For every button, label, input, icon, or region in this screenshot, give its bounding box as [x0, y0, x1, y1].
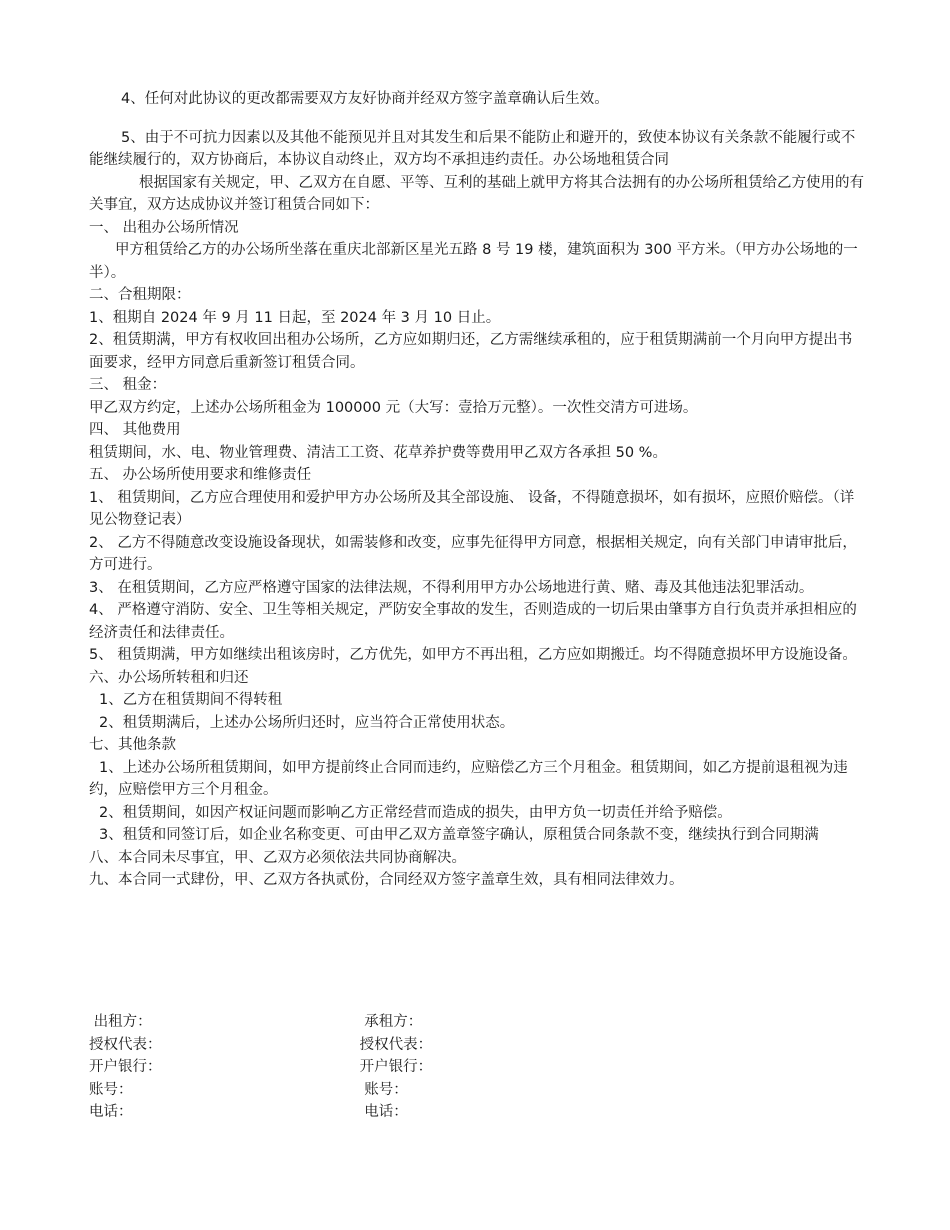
- section-1-title: 一、 出租办公场所情况: [89, 219, 239, 236]
- section-7-item-2: 2、租赁期间，如因产权证问题而影响乙方正常经营而造成的损失，由甲方负一切责任并给予赔偿。: [99, 804, 732, 821]
- lessee-rep-label: 授权代表：: [355, 1036, 433, 1053]
- contract-body: [89, 88, 864, 892]
- section-5-item-2: 2、 乙方不得随意改变设施设备现状，如需装修和改变，应事先征得甲方同意，根据相关规定，向有关部门申请审批后，方可进行。: [89, 534, 857, 573]
- lessee-phone-label: 电话：: [355, 1104, 408, 1120]
- section-6-item-1: 1、乙方在租赁期间不得转租: [99, 692, 283, 708]
- signature-row-account: [89, 1079, 864, 1102]
- lessor-rep-label: 授权代表：: [89, 1036, 162, 1053]
- lessor-account-label: 账号：: [89, 1081, 133, 1098]
- section-6-item-2: 2、租赁期满后，上述办公场所归还时，应当符合正常使用状态。: [99, 714, 515, 731]
- section-4-title: 四、 其他费用: [89, 422, 181, 438]
- section-6-title: 六、办公场所转租和归还: [89, 669, 249, 686]
- lessee-bank-label: 开户银行：: [355, 1059, 433, 1075]
- lessor-phone-label: 电话：: [89, 1104, 133, 1120]
- lessor-label: 出租方：: [89, 1014, 152, 1030]
- section-2-item-1: 1、租期自 2024 年 9 月 11 日起，至 2024 年 3 月 10 日止。: [89, 309, 501, 326]
- lessee-account-label: 账号：: [355, 1081, 408, 1098]
- section-5-item-4: 4、 严格遵守消防、安全、卫生等相关规定，严防安全事故的发生，否则造成的一切后果由肇事方自行负责并承担相应的经济责任和法律责任。: [89, 602, 857, 641]
- lessor-bank-label: 开户银行：: [89, 1059, 162, 1075]
- section-2-item-2: 2、租赁期满，甲方有权收回出租办公场所，乙方应如期归还，乙方需继续承租的，应于租赁期满前一个月向甲方提出书面要求，经甲方同意后重新签订租赁合同。: [89, 332, 853, 371]
- clause-5: 5、由于不可抗力因素以及其他不能预见并且对其发生和后果不能防止和避开的，致使本协议有关条款不能履行或不能继续履行的，双方协商后，本协议自动终止，双方均不承担违约责任。办公场地租赁合同: [89, 129, 856, 168]
- section-3-title: 三、 租金：: [89, 377, 167, 393]
- section-5-item-5: 5、 租赁期满，甲方如继续出租该房时，乙方优先，如甲方不再出租，乙方应如期搬迁。均不得随意损坏甲方设施设备。: [89, 647, 857, 663]
- section-1-body: 甲方租赁给乙方的办公场所坐落在重庆北部新区星光五路 8 号 19 楼，建筑面积为 300 平方米。（甲方办公场地的一半）。: [89, 242, 858, 281]
- signature-row-rep: [89, 1034, 864, 1057]
- section-4-body: 租赁期间，水、电、物业管理费、清洁工工资、花草养护费等费用甲乙双方各承担 50 %。: [89, 444, 667, 461]
- clause-4: 4、任何对此协议的更改都需要双方友好协商并经双方签字盖章确认后生效。: [121, 91, 609, 107]
- section-7-title: 七、其他条款: [89, 737, 176, 753]
- section-5-item-3: 3、 在租赁期间，乙方应严格遵守国家的法律法规，不得利用甲方办公场地进行黄、赌、毒及其他违法犯罪活动。: [89, 579, 814, 596]
- section-3-body: 甲乙双方约定，上述办公场所租金为 100000 元（大写：壹拾万元整）。一次性交清方可进场。: [89, 399, 698, 416]
- section-7-item-3: 3、租赁和同签订后，如企业名称变更、可由甲乙双方盖章签字确认，原租赁合同条款不变，继续执行到合同期满: [99, 827, 819, 843]
- section-5-title: 五、 办公场所使用要求和维修责任: [89, 467, 312, 483]
- intro-paragraph: 根据国家有关规定，甲、乙双方在自愿、平等、互利的基础上就甲方将其合法拥有的办公场所租赁给乙方使用的有关事宜，双方达成协议并签订租赁合同如下：: [89, 174, 864, 213]
- signature-block: [89, 1011, 864, 1124]
- signature-row-bank: [89, 1056, 864, 1079]
- section-5-item-1: 1、 租赁期间，乙方应合理使用和爱护甲方办公场所及其全部设施、 设备，不得随意损坏，如有损坏，应照价赔偿。（详见公物登记表）: [89, 489, 855, 528]
- paragraph-gap: [89, 111, 864, 127]
- section-7-item-1: 1、上述办公场所租赁期间，如甲方提前终止合同而违约，应赔偿乙方三个月租金。租赁期间，如乙方提前退租视为违约，应赔偿甲方三个月租金。: [89, 759, 848, 798]
- section-2-title: 二、合租期限：: [89, 287, 191, 303]
- section-9: 九、本合同一式肆份，甲、乙双方各执贰份，合同经双方签字盖章生效，具有相同法律效力。: [89, 872, 684, 888]
- lessee-label: 承租方：: [355, 1014, 423, 1030]
- signature-row-phone: [89, 1101, 864, 1124]
- section-8: 八、本合同未尽事宜，甲、乙双方必须依法共同协商解决。: [89, 849, 466, 866]
- signature-row-party: [89, 1011, 864, 1034]
